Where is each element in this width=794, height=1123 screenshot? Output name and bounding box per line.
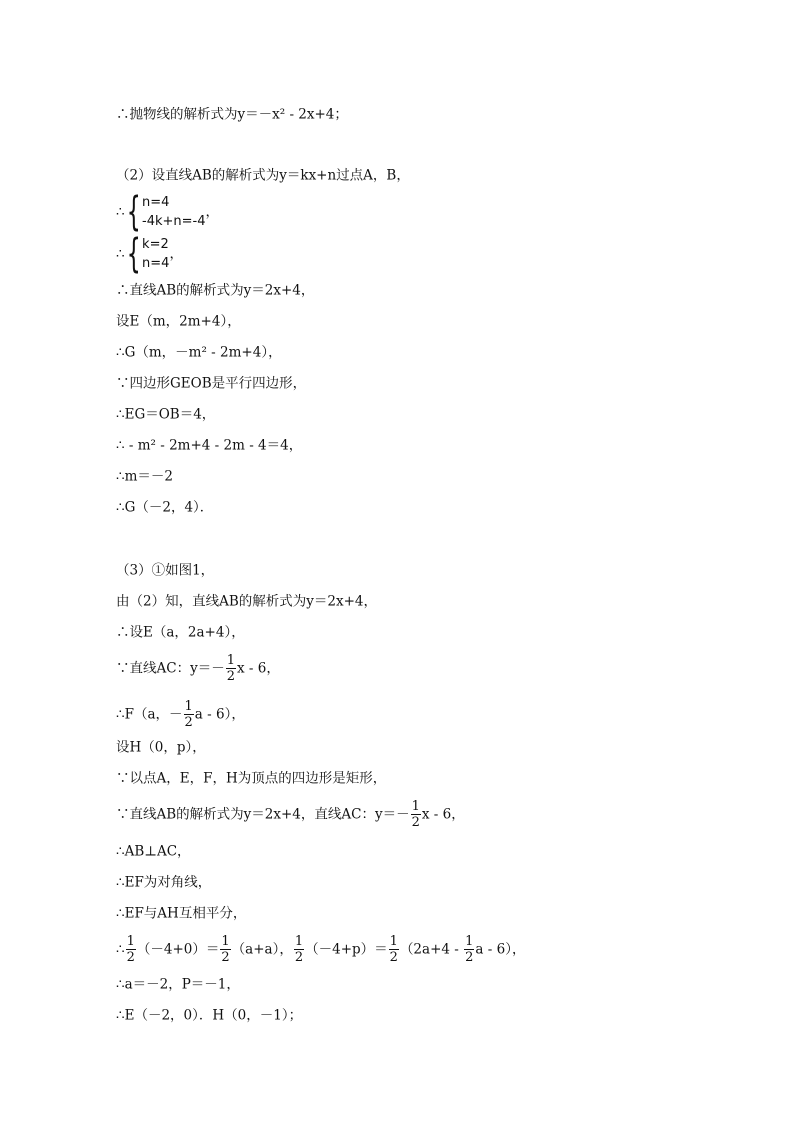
equation-system-2: [116, 231, 183, 277]
therefore-symbol: ∴: [116, 204, 125, 220]
text: （a+a），: [231, 941, 293, 958]
line-part2-intro: [116, 165, 410, 186]
fraction-one-half: [464, 934, 474, 965]
denominator: 2: [126, 950, 135, 965]
numerator: 1: [126, 934, 135, 949]
left-brace-icon: {: [126, 189, 141, 235]
numerator: 1: [411, 799, 420, 814]
line-from-part2: [116, 591, 377, 612]
line-set-h: [116, 737, 206, 758]
text: ∵以点A，E，F，H为顶点的四边形是矩形，: [116, 770, 387, 787]
text: ∴直线AB的解析式为y＝2x+4，: [116, 282, 315, 299]
text: ∵四边形GEOB是平行四边形，: [116, 375, 307, 392]
text: 设E（m，2m+4），: [116, 313, 241, 330]
text: x - 6，: [421, 806, 465, 823]
text: ∵直线AB的解析式为y＝2x+4，直线AC：y＝－: [116, 806, 410, 823]
text: （2a+4 -: [399, 941, 464, 958]
line-ab-ac-equations: [116, 799, 465, 830]
line-f-coord: [116, 699, 245, 730]
numerator: 1: [184, 699, 193, 714]
text: 由（2）知，直线AB的解析式为y＝2x+4，: [116, 593, 377, 610]
line-e-h-result: [116, 1005, 302, 1026]
line-parallelogram: [116, 373, 306, 394]
text: ∴G（m，－m² - 2m+4），: [116, 344, 282, 361]
text: ∴设E（a，2a+4），: [116, 624, 245, 641]
numerator: 1: [294, 934, 304, 949]
brace-system: [125, 189, 206, 235]
text: 设H（0，p），: [116, 739, 206, 756]
line-parabola-result: [116, 104, 348, 125]
text: ∴EF与AH互相平分，: [116, 905, 247, 922]
denominator: 2: [294, 950, 304, 965]
line-g-coord: [116, 342, 282, 363]
left-brace-icon: {: [126, 231, 141, 277]
text: ∴EG＝OB＝4，: [116, 406, 216, 423]
denominator: 2: [221, 950, 230, 965]
line-m-value: [116, 466, 173, 487]
fraction-one-half: [226, 653, 236, 684]
line-diagonal: [116, 872, 211, 893]
text: （3）①如图1，: [116, 562, 215, 579]
system-row: k=2: [142, 237, 169, 252]
numerator: 1: [389, 934, 398, 949]
text: a - 6），: [194, 706, 245, 723]
line-set-e: [116, 311, 241, 332]
fraction-one-half: [411, 799, 421, 830]
text: （2）设直线AB的解析式为y＝kx+n过点A，B，: [116, 167, 410, 184]
text: ∴F（a，－: [116, 706, 183, 723]
fraction-one-half: [220, 934, 230, 965]
text: ∴G（－2，4）．: [116, 499, 214, 516]
line-perpendicular: [116, 841, 191, 862]
line-a-p-values: [116, 974, 240, 995]
brace-system: [125, 231, 170, 277]
text: （－4+0）＝: [136, 941, 220, 958]
fraction-one-half: [126, 934, 136, 965]
equation-system-1: [116, 189, 220, 235]
text: ∴EF为对角线，: [116, 874, 212, 891]
text: ∴抛物线的解析式为y＝－x² - 2x+4；: [116, 106, 348, 123]
numerator: 1: [226, 653, 235, 668]
line-g-result: [116, 497, 213, 518]
line-rectangle: [116, 768, 386, 789]
text: （－4+p）＝: [305, 941, 388, 958]
comma: ，: [205, 204, 220, 220]
fraction-one-half: [389, 934, 399, 965]
fraction-one-half: [184, 699, 194, 730]
text: ∴m＝－2: [116, 468, 173, 485]
line-ac-equation: [116, 653, 280, 684]
denominator: 2: [389, 950, 398, 965]
text: x - 6，: [237, 660, 280, 677]
system-row: n=4: [142, 195, 170, 210]
system-row: -4k+n=-4: [142, 214, 206, 229]
therefore-symbol: ∴: [116, 941, 125, 958]
numerator: 1: [465, 934, 474, 949]
text: ∵直线AC：y＝－: [116, 660, 225, 677]
denominator: 2: [184, 715, 193, 730]
text: ∴ - m² - 2m+4 - 2m - 4＝4，: [116, 437, 303, 454]
text: ∴AB⊥AC，: [116, 843, 191, 860]
line-part3-intro: [116, 560, 214, 581]
denominator: 2: [411, 815, 420, 830]
line-set-e-a: [116, 622, 245, 643]
line-bisect: [116, 903, 246, 924]
text: ∴E（－2，0）．H（0，－1）；: [116, 1007, 303, 1024]
text: a - 6），: [475, 941, 526, 958]
comma: ，: [169, 246, 183, 262]
line-equation: [116, 435, 302, 456]
text: ∴a＝－2，P＝－1，: [116, 976, 240, 993]
system-row: n=4: [142, 256, 170, 271]
denominator: 2: [226, 669, 235, 684]
line-ab-equation: [116, 280, 314, 301]
fraction-one-half: [294, 934, 304, 965]
denominator: 2: [465, 950, 474, 965]
line-midpoint-equations: [116, 934, 525, 965]
numerator: 1: [221, 934, 230, 949]
therefore-symbol: ∴: [116, 246, 125, 262]
line-eg-ob: [116, 404, 215, 425]
